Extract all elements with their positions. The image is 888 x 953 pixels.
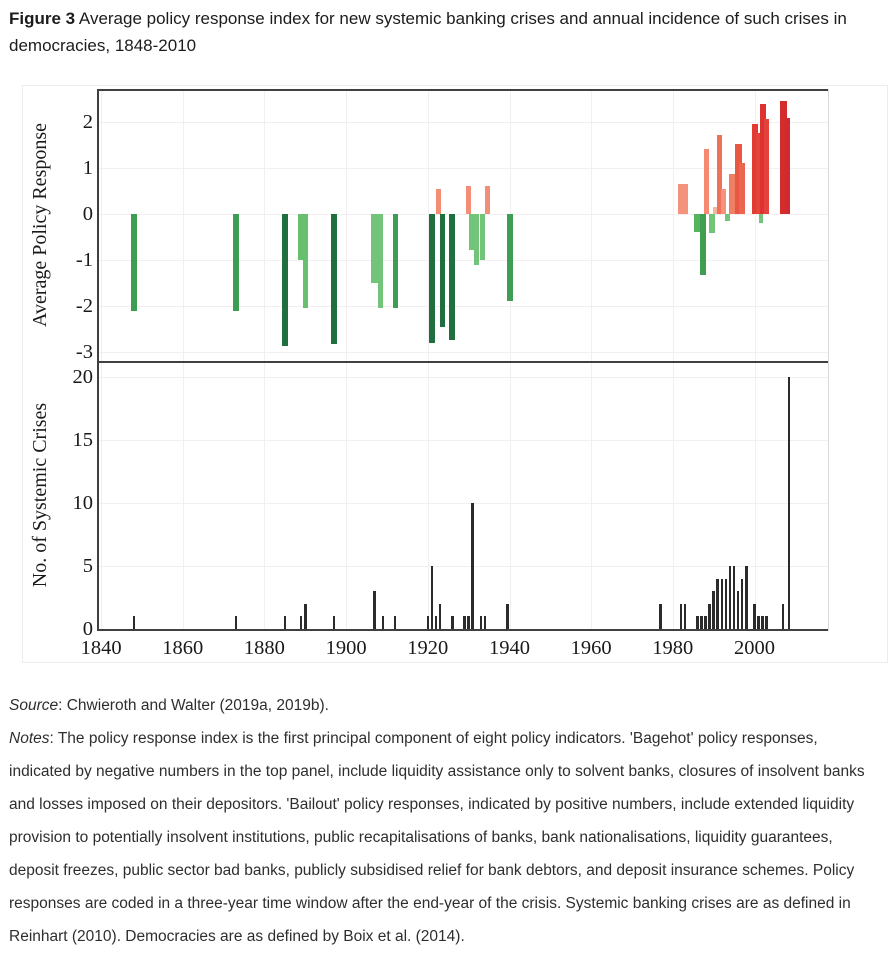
y-tick-label: -1	[75, 248, 93, 271]
policy-response-bar-1890	[303, 214, 308, 308]
systemic-crises-bar-2000	[753, 604, 756, 629]
y-tick-label: 10	[72, 492, 93, 515]
policy-response-bar-1908.5	[378, 214, 383, 308]
y-tick-label: 15	[72, 429, 93, 452]
figure-number-label: Figure 3	[9, 9, 76, 28]
gridline-horizontal	[99, 377, 828, 378]
policy-response-bar-1923.5	[440, 214, 445, 327]
x-tick-label: 1960	[570, 637, 612, 659]
figure-caption	[9, 689, 882, 953]
systemic-crises-bar-1988	[704, 616, 707, 629]
systemic-crises-bar-1939.5	[506, 604, 509, 629]
policy-response-bar-1987.5	[700, 214, 706, 275]
systemic-crises-bar-1982	[680, 604, 683, 629]
gridline-vertical	[673, 91, 674, 361]
systemic-crises-bar-1989	[708, 604, 711, 629]
systemic-crises-bar-1897	[333, 616, 336, 629]
systemic-crises-bar-1921	[431, 566, 434, 629]
systemic-crises-bar-1992	[721, 579, 724, 629]
systemic-crises-bar-1987	[700, 616, 703, 629]
systemic-crises-bar-1885	[284, 616, 287, 629]
x-tick-label: 1920	[407, 637, 449, 659]
source-line	[9, 689, 882, 722]
policy-response-bar-1993.5	[725, 214, 730, 221]
x-tick-label: 1880	[243, 637, 285, 659]
policy-response-bar-1848	[131, 214, 137, 311]
policy-response-bar-1992.5	[721, 189, 726, 214]
gridline-vertical	[346, 91, 347, 361]
systemic-crises-bar-1996	[737, 591, 740, 629]
figure-title	[9, 5, 881, 59]
systemic-crises-bar-2003	[765, 616, 768, 629]
policy-response-bar-1982.5	[678, 184, 688, 214]
gridline-horizontal	[99, 440, 828, 441]
policy-response-bar-2001.5	[759, 214, 763, 223]
systemic-crises-bar-1929	[463, 616, 466, 629]
x-tick-label: 1840	[80, 637, 122, 659]
systemic-crises-bar-1998	[745, 566, 748, 629]
policy-response-bar-2003	[764, 119, 769, 214]
systemic-crises-bar-1909	[382, 616, 385, 629]
y-tick-label: 1	[82, 157, 93, 179]
gridline-vertical	[183, 363, 184, 629]
systemic-crises-bar-1983	[684, 604, 687, 629]
y-tick-label: 2	[82, 111, 93, 134]
gridline-vertical	[101, 91, 102, 361]
systemic-crises-bar-1993	[725, 579, 728, 629]
policy-response-bar-1940	[507, 214, 513, 301]
systemic-crises-bar-1986	[696, 616, 699, 629]
systemic-crises-bar-1923	[439, 604, 442, 629]
systemic-crises-bar-1848	[133, 616, 136, 629]
systemic-crises-bar-1991	[716, 579, 719, 629]
policy-response-bar-1997	[739, 163, 745, 214]
systemic-crises-bar-1995	[733, 566, 736, 629]
policy-response-bar-2008	[785, 118, 790, 215]
source-text: : Chwieroth and Walter (2019a, 2019b).	[58, 697, 329, 714]
systemic-crises-bar-1930	[467, 616, 470, 629]
policy-response-bar-1934.5	[485, 186, 490, 214]
x-tick-label: 1860	[162, 637, 204, 659]
y-tick-label: -3	[75, 340, 93, 363]
gridline-horizontal	[99, 306, 828, 307]
systemic-crises-bar-1997	[741, 579, 744, 629]
y-tick-label: 5	[82, 555, 93, 578]
policy-response-bar-1873	[233, 214, 239, 311]
gridline-vertical	[428, 363, 429, 629]
systemic-crises-bar-1934	[484, 616, 487, 629]
systemic-crises-bar-1977	[659, 604, 662, 629]
panel-frame-right	[828, 89, 829, 631]
systemic-crises-bar-1922	[435, 616, 438, 629]
y-tick-label: 0	[82, 618, 93, 640]
source-label: Source	[9, 697, 59, 714]
gridline-vertical	[510, 363, 511, 629]
policy-response-bar-1897	[331, 214, 337, 344]
gridline-vertical	[673, 363, 674, 629]
policy-response-bar-1930	[466, 186, 471, 215]
panel-frame-left	[97, 89, 99, 631]
systemic-crises-bar-1912	[394, 616, 397, 629]
notes-paragraph	[9, 722, 882, 953]
policy-response-bar-1926	[449, 214, 455, 340]
gridline-horizontal	[99, 503, 828, 504]
policy-response-bar-1989.5	[709, 214, 715, 233]
gridline-vertical	[346, 363, 347, 629]
gridline-horizontal	[99, 260, 828, 261]
x-tick-label: 1900	[325, 637, 367, 659]
policy-response-bar-1988.3	[704, 149, 709, 214]
systemic-crises-bar-1920	[427, 616, 430, 629]
systemic-crises-bar-1873	[235, 616, 238, 629]
gridline-vertical	[591, 363, 592, 629]
systemic-crises-bar-1933	[480, 616, 483, 629]
notes-text: : The policy response index is the first principal component of eight policy indicators. 'Bagehot' policy responses, indicated by negative numbers in the top panel, include liquidity assistance only to solvent banks, closures of insolvent banks and losses imposed on their depositors. 'Bailout' policy responses, indicated by positive numbers, include extended liquidity provision to potentially insolvent institutions, public recapitalisations of banks, bank nationalisations, liquidity guarantees, deposit freezes, public sector bad banks, publicly subsidised relief for bank debtors, and deposit insurance schemes. Policy responses are coded in a three-year time window after the end-year of the crisis. Systemic banking crises are as defined in Reinhart (2010). Democracies are as defined by Boix et al. (2014).	[9, 730, 865, 945]
systemic-crises-bar-2007	[782, 604, 785, 629]
x-tick-label: 1980	[652, 637, 694, 659]
systemic-crises-bar-1931	[471, 503, 474, 629]
policy-response-bar-1885	[282, 214, 288, 346]
panel-frame-divider	[97, 361, 828, 363]
gridline-horizontal	[99, 122, 828, 123]
systemic-crises-bar-1890	[304, 604, 307, 629]
gridline-vertical	[101, 363, 102, 629]
systemic-crises-bar-1889	[300, 616, 303, 629]
systemic-crises-bar-1994	[729, 566, 732, 629]
y-tick-label: 0	[82, 203, 93, 225]
gridline-vertical	[264, 91, 265, 361]
x-tick-label: 1940	[489, 637, 530, 659]
y-tick-label: -2	[75, 294, 93, 317]
y-axis-title-systemic-crises: No. of Systemic Crises	[29, 402, 51, 588]
systemic-crises-bar-2001	[757, 616, 760, 629]
policy-response-bar-1931.8	[474, 214, 479, 265]
systemic-crises-bar-1907	[373, 591, 376, 629]
gridline-horizontal	[99, 214, 828, 215]
x-tick-label: 2000	[734, 637, 775, 659]
gridline-vertical	[591, 91, 592, 361]
gridline-horizontal	[99, 566, 828, 567]
systemic-crises-bar-2008.5	[788, 377, 791, 629]
gridline-vertical	[183, 91, 184, 361]
policy-response-bar-1921	[429, 214, 435, 343]
gridline-vertical	[264, 363, 265, 629]
panel-frame-baseline	[97, 629, 828, 631]
policy-response-bar-1922.5	[436, 189, 441, 214]
policy-response-bar-1933.5	[480, 214, 485, 260]
policy-response-bar-1912	[393, 214, 398, 308]
systemic-crises-bar-1990	[712, 591, 715, 629]
gridline-vertical	[755, 363, 756, 629]
figure-title-text: Average policy response index for new systemic banking crises and annual incidence of such crises in democracies, 1848-2010	[9, 9, 847, 55]
figure-chart	[22, 85, 888, 663]
y-axis-title-policy-response: Average Policy Response	[29, 122, 51, 328]
panel-frame-top	[97, 89, 828, 91]
systemic-crises-bar-1926	[451, 616, 454, 629]
systemic-crises-bar-2002	[761, 616, 764, 629]
notes-label: Notes	[9, 730, 50, 747]
gridline-horizontal	[99, 352, 828, 353]
y-tick-label: 20	[72, 366, 93, 389]
